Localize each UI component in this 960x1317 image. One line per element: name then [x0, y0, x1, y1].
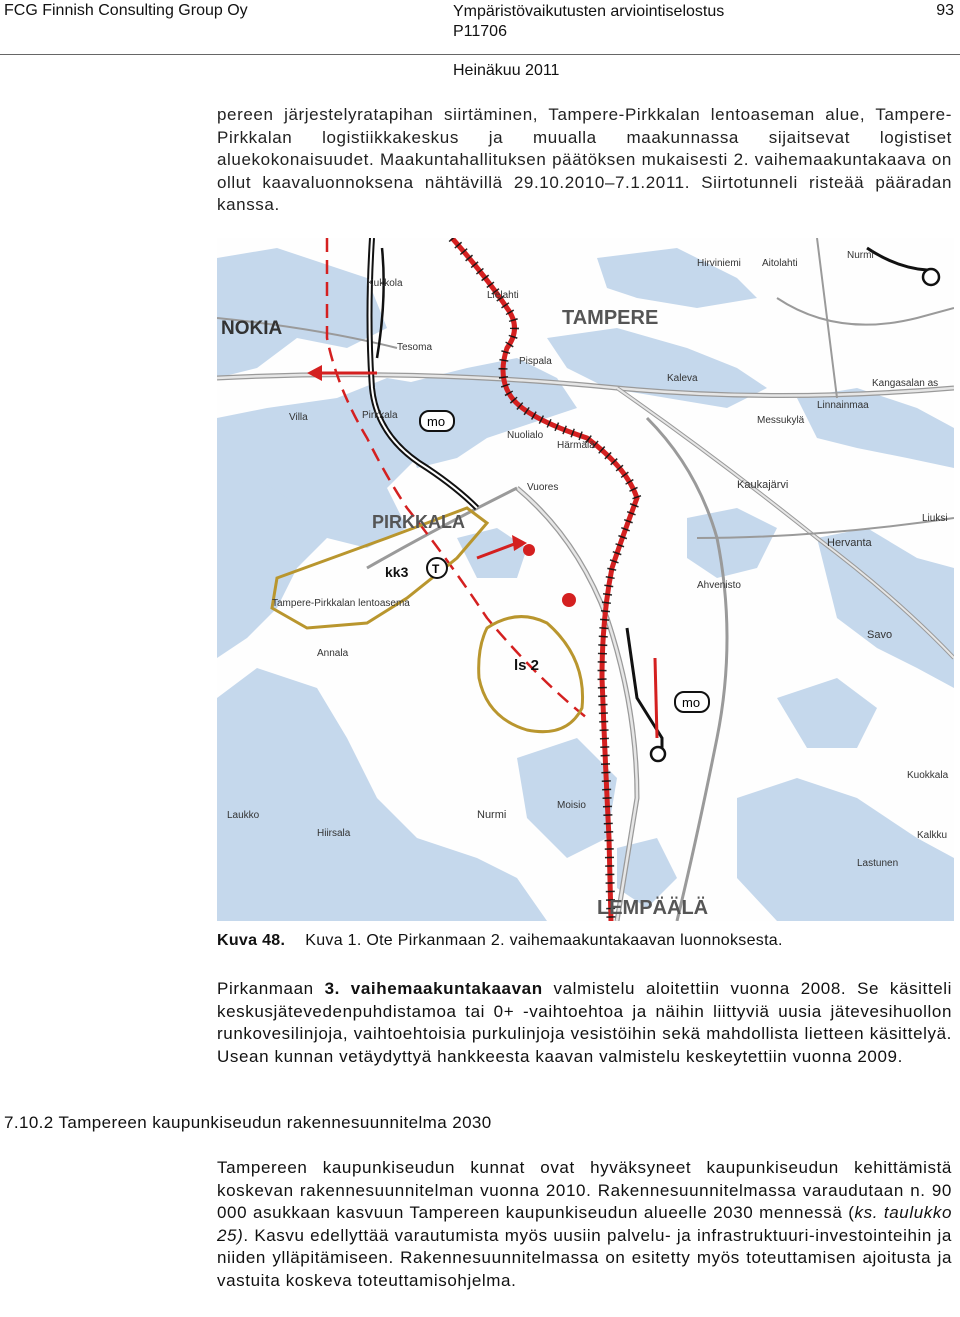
lempaala-label: LEMPÄÄLÄ — [597, 897, 709, 919]
plan-paragraph — [217, 978, 952, 1068]
savo-label: Savo — [867, 629, 893, 641]
kaukajarvi-label: Kaukajärvi — [737, 479, 789, 491]
regional-plan-map — [217, 238, 954, 921]
tesoma-label: Tesoma — [397, 342, 433, 353]
plan-paragraph-rest: valmistelu aloitettiin vuonna 2008. Se käsitteli keskusjätevedenpuhdistamoa tai 0+ -vaihtoehtoa ja näihin liittyviä uusia jätevesihuollon runkovesilinjoja, vaihtoehtoisia purkulinjoja vesistöihin sekä mahdollista lietteen käsittelyä. Usean kunnan vetäydyttyä hankkeesta kaavan valmistelu keskeytettiin vuonna 2009. — [217, 979, 952, 1066]
structure-plan-paragraph — [217, 1157, 952, 1293]
plan-paragraph-lead: Pirkanmaan — [217, 979, 325, 998]
t-symbol-label: T — [432, 562, 440, 576]
caption-text: Kuva 1. Ote Pirkanmaan 2. vaihemaakuntakaavan luonnoksesta. — [305, 932, 783, 949]
kk3-label: kk3 — [385, 564, 409, 580]
structure-plan-text-2: . Kasvu edellyttää varautumista myös uusiin palvelu- ja infrastruktuuri-investointeihin ja niiden ylläpitämiseen. Rakennesuunnitelmassa on esitetty myös toteuttamisen ajoitusta ja vastuita koskeva toteuttamisohjelma. — [217, 1225, 952, 1290]
kukkola-label: Kukkola — [367, 278, 403, 289]
page-header — [0, 0, 960, 79]
liuksi-label: Liuksi — [922, 513, 948, 524]
harmala-label: Härmälä — [557, 440, 595, 451]
document-title — [453, 2, 724, 42]
tampere-label: TAMPERE — [562, 307, 659, 329]
mo-label-2: mo — [682, 695, 701, 710]
company-name: FCG Finnish Consulting Group Oy — [4, 2, 248, 19]
header-rule — [0, 54, 960, 55]
project-number: P11706 — [453, 23, 507, 40]
kuokkala-label: Kuokkala — [907, 770, 949, 781]
kangasala-label: Kangasalan as — [872, 378, 939, 389]
aitolahti-label: Aitolahti — [762, 258, 798, 269]
intro-paragraph: pereen järjestelyratapihan siirtäminen, Tampere-Pirkkalan lentoaseman alue, Tampere-Pirkkalan logistiikkakeskus ja muualla maakunnassa sijaitsevat logistiset aluekokonaisuudet. Maakuntahallituksen päätöksen mukaisesti 2. vaihemaakuntakaava on ollut kaavaluonnoksena nähtävillä 29.10.2010–7.1.2011. Siirtotunneli risteää pääradan kanssa. — [217, 105, 952, 215]
airport-label: Tampere-Pirkkalan lentoasema — [272, 598, 410, 609]
nurmi-label: Nurmi — [477, 809, 507, 821]
structure-plan-italic: ks. taulukko 25) — [217, 1203, 953, 1245]
villa-label: Villa — [289, 412, 308, 423]
kalkku-label: Kalkku — [917, 830, 948, 841]
annala-label: Annala — [317, 648, 349, 659]
caption-label: Kuva 48. — [217, 932, 286, 949]
doc-title-text: Ympäristövaikutusten arviointiselostus — [453, 3, 725, 20]
laukko-label: Laukko — [227, 810, 260, 821]
structure-plan-text-1: Tampereen kaupunkiseudun kunnat ovat hyväksyneet kaupunkiseudun kehittämistä koskevan rakennesuunnitelman vuonna 2010. Rakennesuunnitelmassa varaudutaan n. 90 000 asukkaan kasvuun Tampereen kaupunkiseudun alueelle 2030 mennessä ( — [217, 1158, 952, 1223]
ahvenisto-label: Ahvenisto — [697, 580, 741, 591]
lastunen-label: Lastunen — [857, 858, 899, 869]
page-number: 93 — [936, 2, 954, 19]
pispala-label: Pispala — [519, 356, 552, 367]
section-heading: 7.10.2 Tampereen kaupunkiseudun rakennesuunnitelma 2030 — [4, 1113, 492, 1132]
vuores-label: Vuores — [527, 482, 559, 493]
lielahti-label: Lielahti — [487, 290, 519, 301]
nokia-label: NOKIA — [221, 318, 283, 339]
mo-label-1: mo — [427, 414, 446, 429]
ls2-label: ls 2 — [514, 657, 540, 674]
pirkkala-label: PIRKKALA — [372, 512, 465, 532]
hirviniemi-label: Hirviniemi — [697, 258, 741, 269]
document-date: Heinäkuu 2011 — [453, 62, 560, 79]
nuolialo-label: Nuolialo — [507, 430, 544, 441]
linnainmaa-label: Linnainmaa — [817, 400, 869, 411]
plan-paragraph-bold: 3. vaihemaakuntakaavan — [324, 979, 543, 998]
moisio-label: Moisio — [557, 800, 586, 811]
kaleva-label: Kaleva — [667, 373, 698, 384]
figure-caption — [217, 932, 783, 950]
pirkkala-nw-label: Pirkkala — [362, 410, 398, 421]
hiirsala-label: Hiirsala — [317, 828, 351, 839]
hervanta-label: Hervanta — [827, 537, 872, 549]
messukyla-label: Messukylä — [757, 415, 805, 426]
nurmi-north-label: Nurmi — [847, 250, 874, 261]
